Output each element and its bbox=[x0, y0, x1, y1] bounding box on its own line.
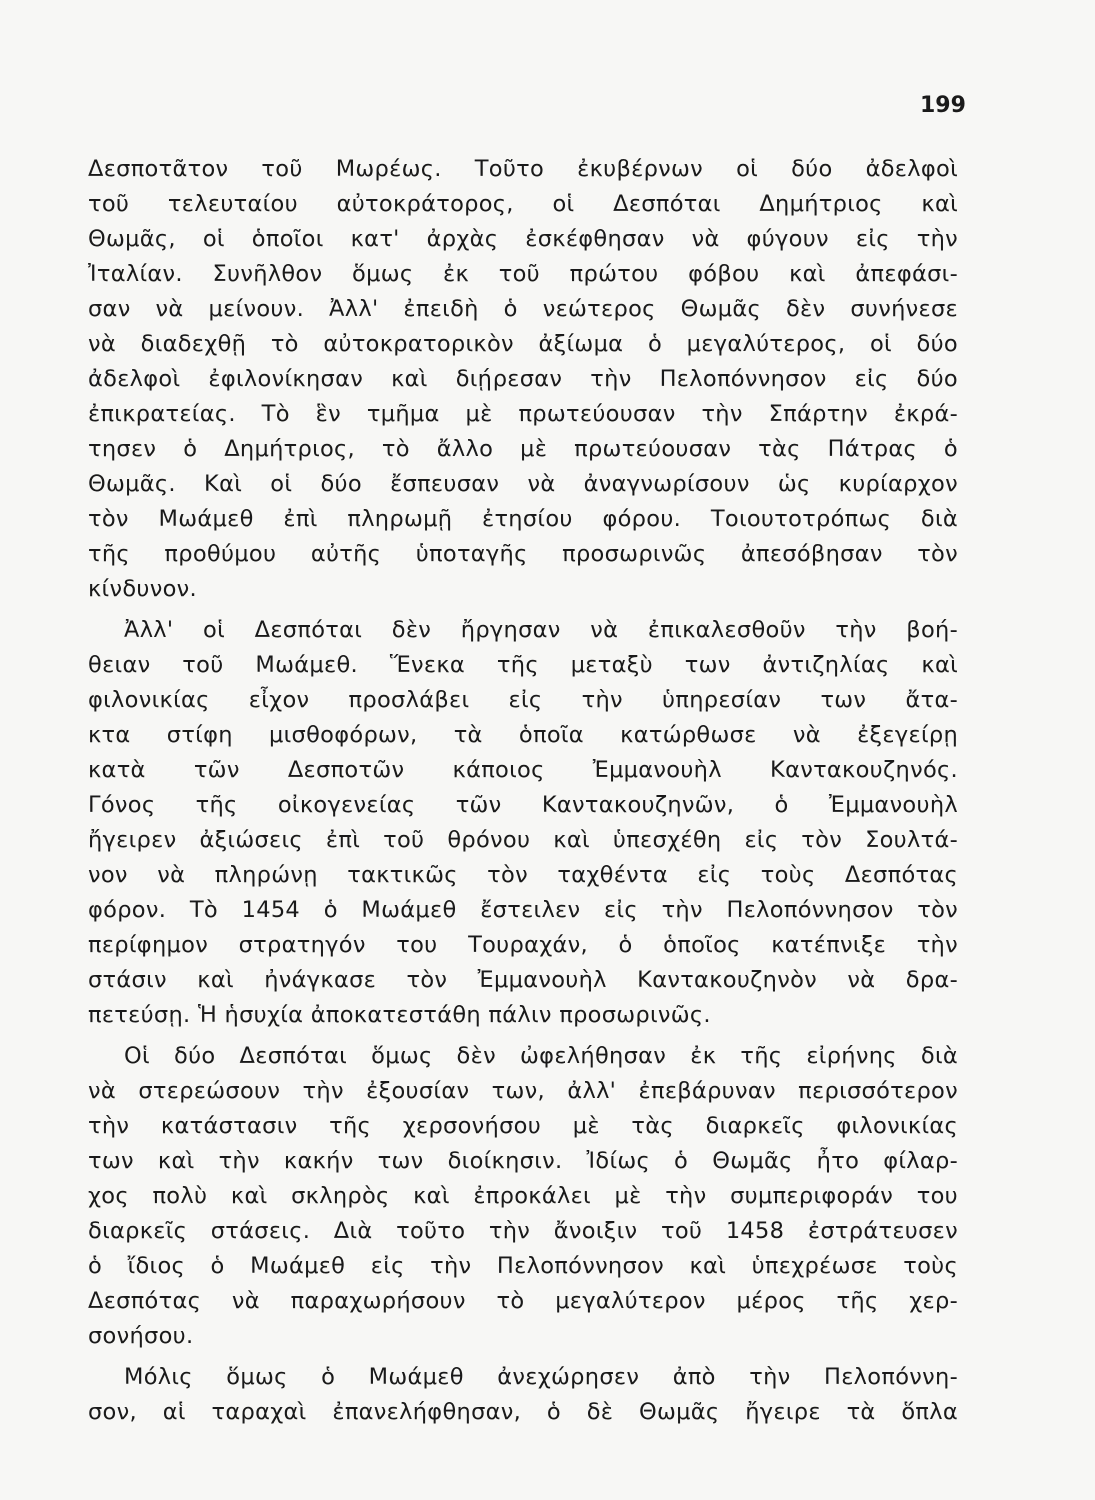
paragraph-2 bbox=[88, 613, 958, 1033]
text-line: νον νὰ πληρώνῃ τακτικῶς τὸν ταχθέντα εἰς τοὺς Δεσπότας bbox=[88, 862, 958, 888]
page-number: 199 bbox=[920, 93, 966, 118]
text-line: των καὶ τὴν κακήν των διοίκησιν. Ἰδίως ὁ Θωμᾶς ἦτο φίλαρ- bbox=[88, 1148, 958, 1174]
text-line: ἐπικρατείας. Τὸ ἓν τμῆμα μὲ πρωτεύουσαν τὴν Σπάρτην ἐκρά- bbox=[88, 401, 958, 427]
text-line: νὰ στερεώσουν τὴν ἐξουσίαν των, ἀλλ' ἐπεβάρυναν περισσότερον bbox=[88, 1078, 958, 1104]
paragraph-3 bbox=[88, 1039, 958, 1354]
text-line: ἀδελφοὶ ἐφιλονίκησαν καὶ διῄρεσαν τὴν Πελοπόννησον εἰς δύο bbox=[88, 366, 958, 392]
text-line: τὴν κατάστασιν τῆς χερσονήσου μὲ τὰς διαρκεῖς φιλονικίας bbox=[88, 1113, 958, 1139]
text-line: κτα στίφη μισθοφόρων, τὰ ὁποῖα κατώρθωσε νὰ ἐξεγείρῃ bbox=[88, 722, 958, 748]
text-line: Οἱ δύο Δεσπόται ὅμως δὲν ὠφελήθησαν ἐκ τῆς εἰρήνης διὰ bbox=[124, 1043, 958, 1069]
text-line: φιλονικίας εἶχον προσλάβει εἰς τὴν ὑπηρεσίαν των ἄτα- bbox=[88, 687, 958, 713]
text-line: ἤγειρεν ἀξιώσεις ἐπὶ τοῦ θρόνου καὶ ὑπεσχέθη εἰς τὸν Σουλτά- bbox=[88, 827, 958, 853]
text-line: περίφημον στρατηγόν του Τουραχάν, ὁ ὁποῖος κατέπνιξε τὴν bbox=[88, 932, 958, 958]
text-line: Δεσπότας νὰ παραχωρήσουν τὸ μεγαλύτερον μέρος τῆς χερ- bbox=[88, 1288, 958, 1314]
text-line: Θωμᾶς. Καὶ οἱ δύο ἔσπευσαν νὰ ἀναγνωρίσουν ὡς κυρίαρχον bbox=[88, 471, 958, 497]
body-text bbox=[88, 152, 958, 1430]
text-line: χος πολὺ καὶ σκληρὸς καὶ ἐπροκάλει μὲ τὴν συμπεριφοράν του bbox=[88, 1183, 958, 1209]
text-line: θειαν τοῦ Μωάμεθ. Ἕνεκα τῆς μεταξὺ των ἀντιζηλίας καὶ bbox=[88, 652, 958, 678]
text-line: ὁ ἴδιος ὁ Μωάμεθ εἰς τὴν Πελοπόννησον καὶ ὑπεχρέωσε τοὺς bbox=[88, 1253, 958, 1279]
text-line: σαν νὰ μείνουν. Ἀλλ' ἐπειδὴ ὁ νεώτερος Θωμᾶς δὲν συνήνεσε bbox=[88, 296, 958, 322]
paragraph-4 bbox=[88, 1360, 958, 1430]
text-line: κίνδυνον. bbox=[88, 576, 197, 602]
text-line: πετεύσῃ. Ἡ ἡσυχία ἀποκατεστάθη πάλιν προσωρινῶς. bbox=[88, 1002, 711, 1028]
text-line: Δεσποτᾶτον τοῦ Μωρέως. Τοῦτο ἐκυβέρνων οἱ δύο ἀδελφοὶ bbox=[88, 156, 958, 182]
text-line: Θωμᾶς, οἱ ὁποῖοι κατ' ἀρχὰς ἐσκέφθησαν νὰ φύγουν εἰς τὴν bbox=[88, 226, 958, 252]
text-line: σον, αἱ ταραχαὶ ἐπανελήφθησαν, ὁ δὲ Θωμᾶς ἤγειρε τὰ ὅπλα bbox=[88, 1399, 958, 1425]
text-line: τὸν Μωάμεθ ἐπὶ πληρωμῇ ἐτησίου φόρου. Τοιουτοτρόπως διὰ bbox=[88, 506, 958, 532]
text-line: στάσιν καὶ ἠνάγκασε τὸν Ἐμμανουὴλ Καντακουζηνὸν νὰ δρα- bbox=[88, 967, 958, 993]
text-line: διαρκεῖς στάσεις. Διὰ τοῦτο τὴν ἄνοιξιν τοῦ 1458 ἐστράτευσεν bbox=[88, 1218, 958, 1244]
text-line: Ἰταλίαν. Συνῆλθον ὅμως ἐκ τοῦ πρώτου φόβου καὶ ἀπεφάσι- bbox=[88, 261, 958, 287]
text-line: τῆς προθύμου αὐτῆς ὑποταγῆς προσωρινῶς ἀπεσόβησαν τὸν bbox=[88, 541, 958, 567]
text-line: τοῦ τελευταίου αὐτοκράτορος, οἱ Δεσπόται Δημήτριος καὶ bbox=[88, 191, 958, 217]
text-line: νὰ διαδεχθῇ τὸ αὐτοκρατορικὸν ἀξίωμα ὁ μεγαλύτερος, οἱ δύο bbox=[88, 331, 958, 357]
text-line: τησεν ὁ Δημήτριος, τὸ ἄλλο μὲ πρωτεύουσαν τὰς Πάτρας ὁ bbox=[88, 436, 958, 462]
paragraph-1 bbox=[88, 152, 958, 607]
text-line: φόρον. Τὸ 1454 ὁ Μωάμεθ ἔστειλεν εἰς τὴν Πελοπόννησον τὸν bbox=[88, 897, 958, 923]
text-line: Ἀλλ' οἱ Δεσπόται δὲν ἤργησαν νὰ ἐπικαλεσθοῦν τὴν βοή- bbox=[124, 617, 958, 643]
text-line: σονήσου. bbox=[88, 1323, 194, 1349]
text-line: Μόλις ὅμως ὁ Μωάμεθ ἀνεχώρησεν ἀπὸ τὴν Πελοπόννη- bbox=[124, 1364, 958, 1390]
text-line: κατὰ τῶν Δεσποτῶν κάποιος Ἐμμανουὴλ Καντακουζηνός. bbox=[88, 757, 958, 783]
text-line: Γόνος τῆς οἰκογενείας τῶν Καντακουζηνῶν, ὁ Ἐμμανουὴλ bbox=[88, 792, 958, 818]
